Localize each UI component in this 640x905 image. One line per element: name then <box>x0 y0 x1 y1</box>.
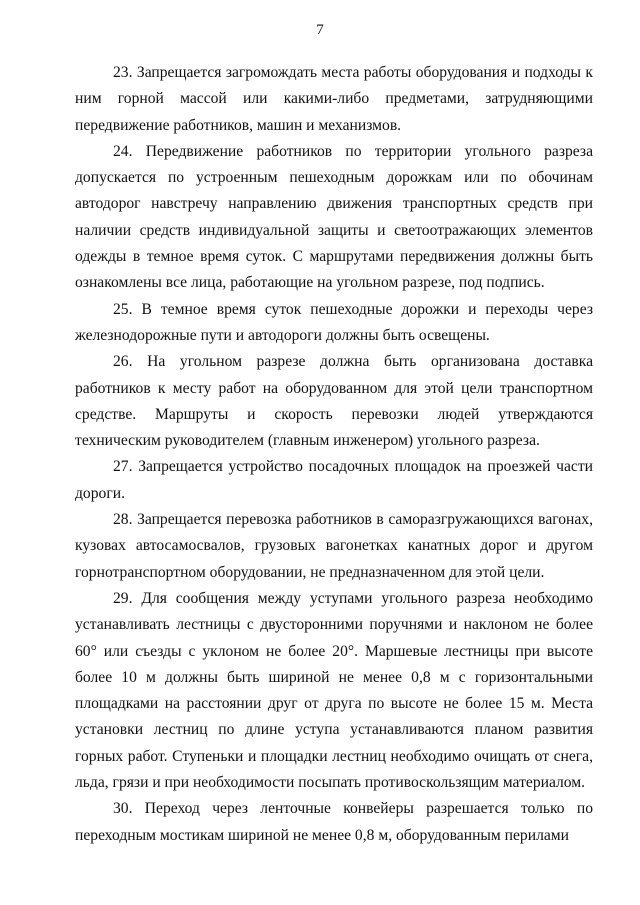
paragraph-24 <box>75 139 593 297</box>
paragraph-number: 25. <box>113 300 133 318</box>
page-number: 7 <box>316 22 324 38</box>
paragraph-number: 30. <box>113 800 133 818</box>
paragraph-29 <box>75 586 593 796</box>
paragraph-number: 27. <box>113 458 133 476</box>
paragraph-text: На угольном разрезе должна быть организована доставка работников к месту работ на оборудованном для этой цели транспортном средстве. Маршруты и скорость перевозки людей утверждаются техническим руководителем (главным инженером) угольного разреза. <box>75 353 593 450</box>
paragraph-26 <box>75 349 593 454</box>
paragraph-text: Запрещается загромождать места работы оборудования и подходы к ним горной массой или какими-либо предметами, затрудняющими передвижение работников, машин и механизмов. <box>75 64 593 134</box>
paragraph-text: Для сообщения между уступами угольного разреза необходимо устанавливать лестницы с двусторонними поручнями и наклоном не более 60° или съезды с уклоном не более 20°. Маршевые лестницы при высоте более 10 м должны быть шириной не менее 0,8 м с горизонтальными площадками на расстоянии друг от друга по высоте не более 15 м. Места установки лестниц по длине уступа устанавливаются планом развития горных работ. Ступеньки и площадки лестниц необходимо очищать от снега, льда, грязи и при необходимости посыпать противоскользящим материалом. <box>75 589 593 792</box>
paragraph-text: Переход через ленточные конвейеры разрешается только по переходным мостикам шириной не менее 0,8 м, оборудованным перилами <box>75 800 593 844</box>
paragraph-text: Запрещается перевозка работников в саморазгружающихся вагонах, кузовах автосамосвалов, грузовых вагонетках канатных дорог и другом горнотранспортном оборудовании, не предназначенном для этой цели. <box>75 511 593 581</box>
paragraph-27 <box>75 454 593 507</box>
paragraph-number: 26. <box>113 353 133 371</box>
paragraph-number: 23. <box>113 64 133 81</box>
paragraph-text: Запрещается устройство посадочных площадок на проезжей части дороги. <box>75 458 593 502</box>
paragraph-28 <box>75 507 593 586</box>
paragraph-text: В темное время суток пешеходные дорожки и переходы через железнодорожные пути и автодороги должны быть освещены. <box>75 300 593 344</box>
paragraph-number: 28. <box>113 511 133 529</box>
document-body <box>75 60 593 849</box>
paragraph-number: 29. <box>113 589 133 607</box>
paragraph-30 <box>75 796 593 849</box>
paragraph-text: Передвижение работников по территории угольного разреза допускается по устроенным пешеходным дорожкам или по обочинам автодорог навстречу направлению движения транспортных средств при наличии средств индивидуальной защиты и светоотражающих элементов одежды в темное время суток. С маршрутами передвижения должны быть ознакомлены все лица, работающие на угольном разрезе, под подпись. <box>75 142 593 292</box>
paragraph-25 <box>75 297 593 350</box>
paragraph-number: 24. <box>113 142 133 160</box>
paragraph-23 <box>75 60 593 139</box>
